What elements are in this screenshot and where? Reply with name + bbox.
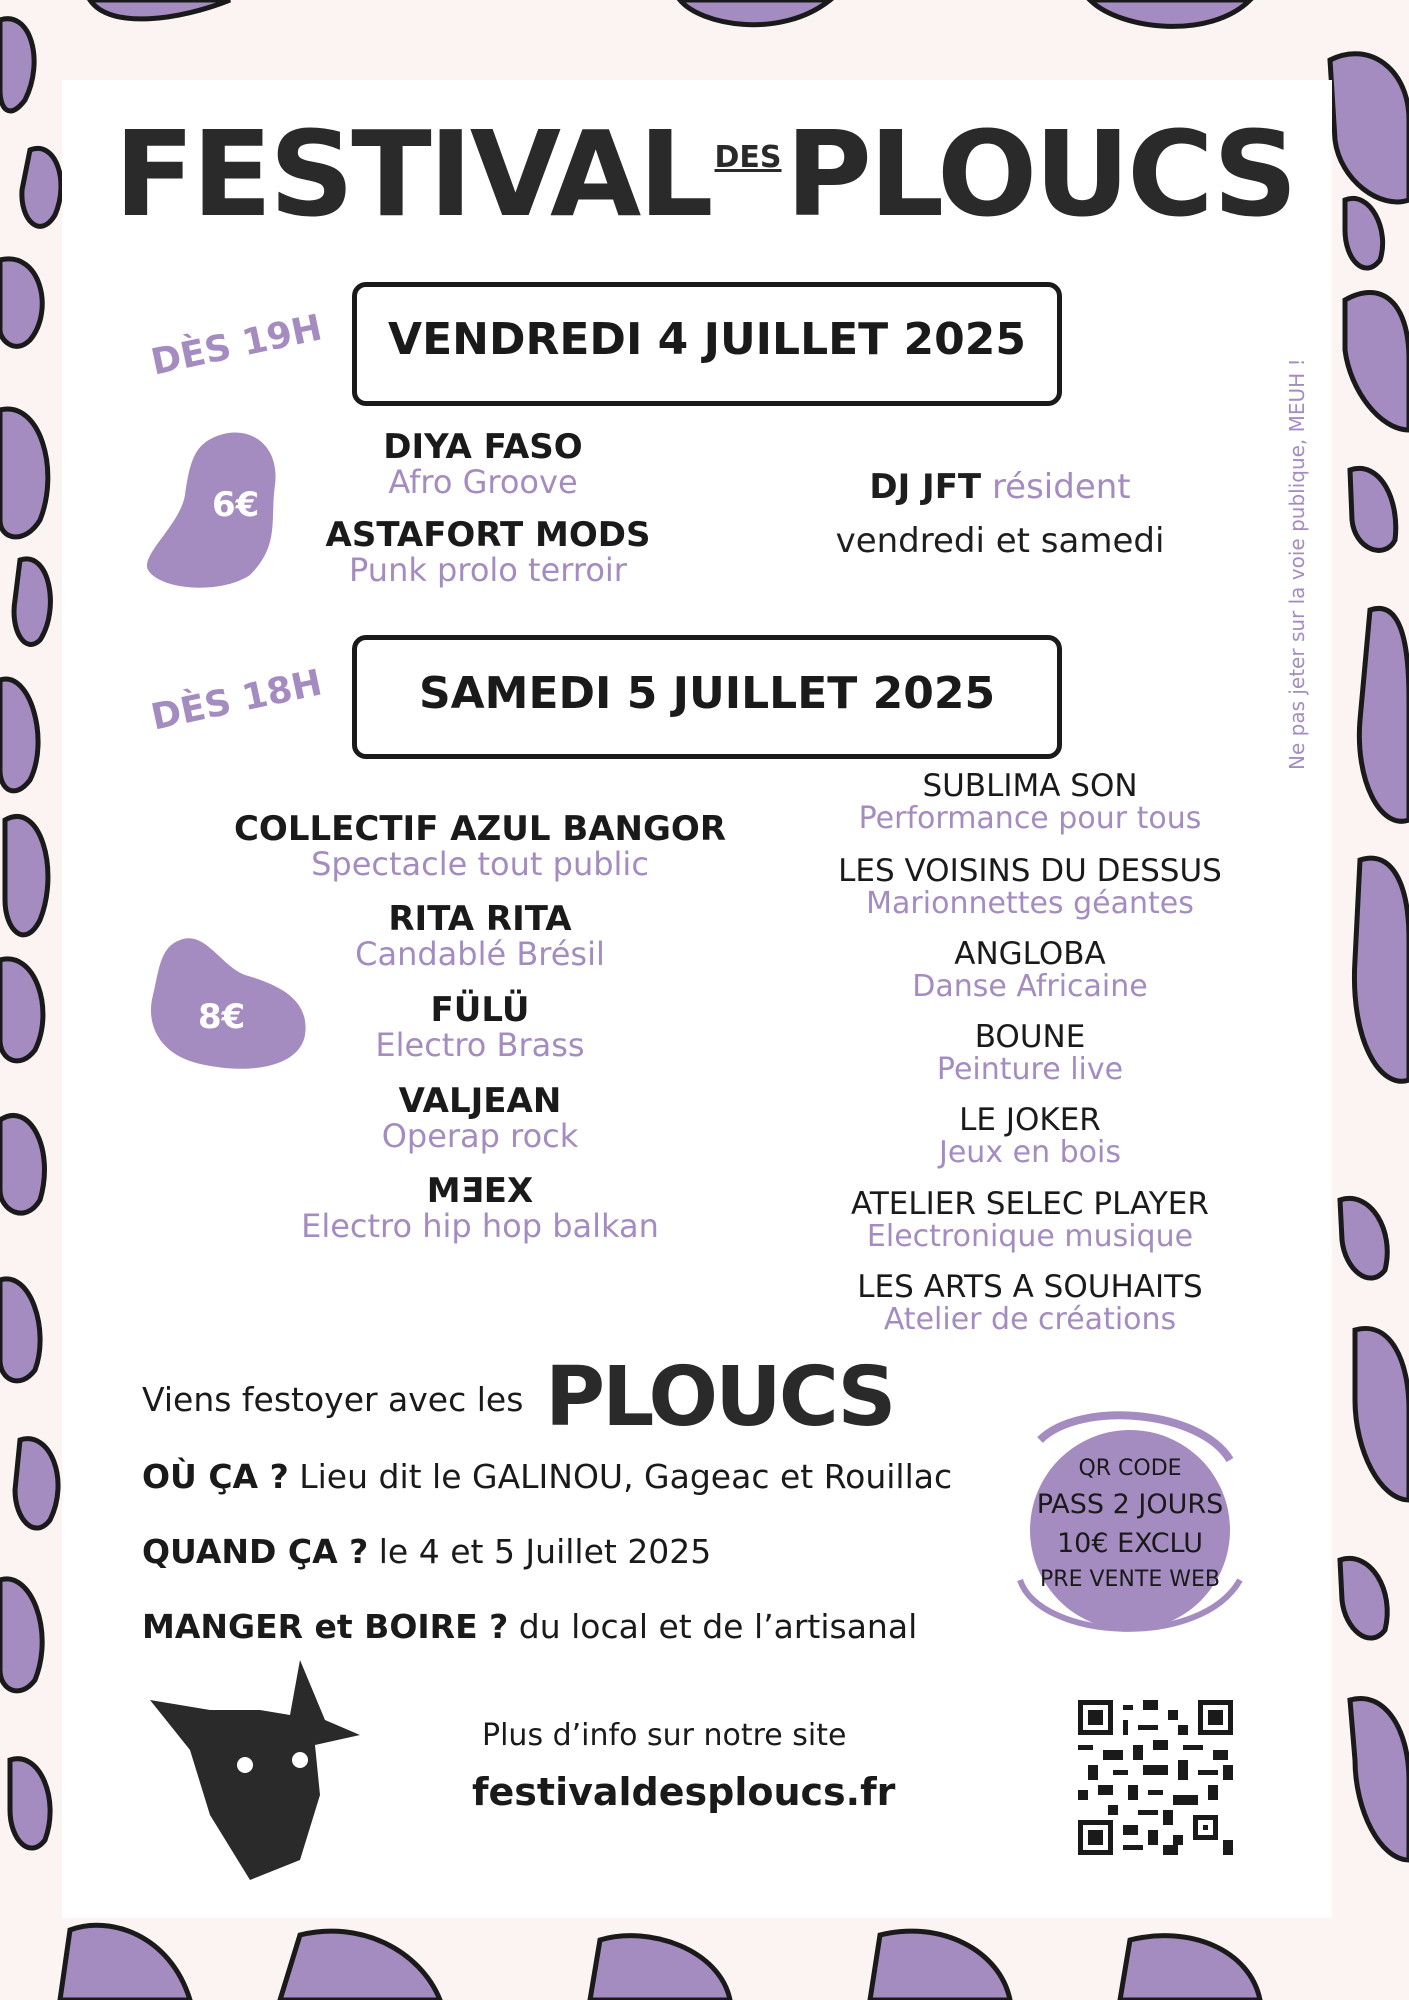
act-genre: Candablé Brésil [355, 934, 605, 973]
saturday-act-1 [200, 809, 760, 883]
activity-genre: Marionnettes géantes [866, 885, 1194, 921]
when-answer: le 4 et 5 Juillet 2025 [378, 1532, 712, 1571]
activity-genre: Atelier de créations [883, 1301, 1177, 1337]
act-name: ASTAFORT MODS [325, 515, 651, 555]
activity-genre: Peinture live [936, 1051, 1124, 1087]
dj-resident [730, 460, 1270, 569]
saturday-activity-4 [770, 1021, 1290, 1085]
friday-act-2 [208, 515, 768, 589]
title-part-des: DES [714, 140, 782, 175]
activity-name: BOUNE [974, 1019, 1086, 1055]
more-info-text: Plus d’info sur notre site [482, 1718, 847, 1753]
act-name: COLLECTIF AZUL BANGOR [233, 809, 727, 849]
activity-genre: Electronique musique [866, 1218, 1194, 1254]
qr-badge-line4: PRE VENTE WEB [1040, 1567, 1220, 1592]
activity-genre: Danse Africaine [912, 968, 1148, 1004]
side-note: Ne pas jeter sur la voie publique, MEUH ! [1285, 358, 1309, 770]
activity-name: SUBLIMA SON [922, 768, 1138, 804]
act-name: MƎEX [426, 1171, 534, 1211]
where-answer: Lieu dit le GALINOU, Gageac et Rouillac [299, 1457, 953, 1496]
saturday-activity-5 [770, 1104, 1290, 1168]
activity-name: LES ARTS A SOUHAITS [857, 1269, 1203, 1305]
when-question: QUAND ÇA ? [142, 1532, 369, 1571]
saturday-activity-3 [770, 938, 1290, 1002]
website-link[interactable]: festivaldesploucs.fr [472, 1770, 896, 1814]
activity-genre: Performance pour tous [858, 800, 1202, 836]
qr-badge-line1: QR CODE [1078, 1456, 1182, 1481]
food-question: MANGER et BOIRE ? [142, 1607, 509, 1646]
title-part-ploucs: PLOUCS [785, 105, 1295, 243]
qr-code-icon[interactable] [1078, 1700, 1233, 1855]
friday-act-1 [203, 427, 763, 501]
act-genre: Electro Brass [375, 1025, 585, 1064]
info-where [142, 1457, 952, 1496]
act-name: VALJEAN [398, 1081, 562, 1121]
info-food [142, 1607, 917, 1646]
saturday-act-3 [200, 990, 760, 1064]
activity-name: LE JOKER [959, 1102, 1101, 1138]
info-when [142, 1532, 711, 1571]
saturday-activity-2 [770, 855, 1290, 919]
friday-start-time: DÈS 19H [147, 307, 326, 384]
activity-genre: Jeux en bois [939, 1134, 1121, 1170]
act-genre: Spectacle tout public [311, 844, 649, 883]
dj-role: résident [991, 467, 1131, 507]
festival-title [0, 105, 1409, 243]
dj-days: vendredi et samedi [835, 521, 1165, 562]
saturday-act-2 [200, 899, 760, 973]
saturday-act-4 [200, 1081, 760, 1155]
saturday-activity-1 [770, 770, 1290, 834]
qr-badge-text [1030, 1456, 1230, 1592]
qr-badge-line3: 10€ EXCLU [1056, 1528, 1204, 1559]
saturday-header: SAMEDI 5 JUILLET 2025 [418, 668, 996, 719]
act-genre: Afro Groove [388, 462, 578, 501]
saturday-price: 8€ [198, 997, 246, 1037]
dj-name: DJ JFT [869, 467, 982, 507]
friday-price: 6€ [212, 485, 260, 525]
invite-text: Viens festoyer avec les [142, 1380, 524, 1419]
act-name: RITA RITA [388, 899, 572, 939]
activity-name: ANGLOBA [954, 936, 1106, 972]
saturday-act-5 [200, 1171, 760, 1245]
act-name: FÜLÜ [430, 990, 530, 1030]
saturday-activity-7 [770, 1271, 1290, 1335]
saturday-activity-6 [770, 1188, 1290, 1252]
friday-header: VENDREDI 4 JUILLET 2025 [388, 314, 1026, 365]
title-part-festival: FESTIVAL [114, 105, 711, 243]
cow-head-icon [150, 1655, 360, 1885]
act-genre: Punk prolo terroir [349, 550, 627, 589]
act-name: DIYA FASO [383, 427, 583, 467]
activity-name: ATELIER SELEC PLAYER [851, 1186, 1209, 1222]
act-genre: Electro hip hop balkan [301, 1206, 659, 1245]
activity-name: LES VOISINS DU DESSUS [838, 853, 1222, 889]
where-question: OÙ ÇA ? [142, 1457, 289, 1496]
act-genre: Operap rock [381, 1116, 579, 1155]
ploucs-logo: PLOUCS [545, 1350, 894, 1445]
food-answer: du local et de l’artisanal [518, 1607, 918, 1646]
qr-badge-line2: PASS 2 JOURS [1036, 1489, 1224, 1520]
saturday-start-time: DÈS 18H [147, 662, 326, 739]
